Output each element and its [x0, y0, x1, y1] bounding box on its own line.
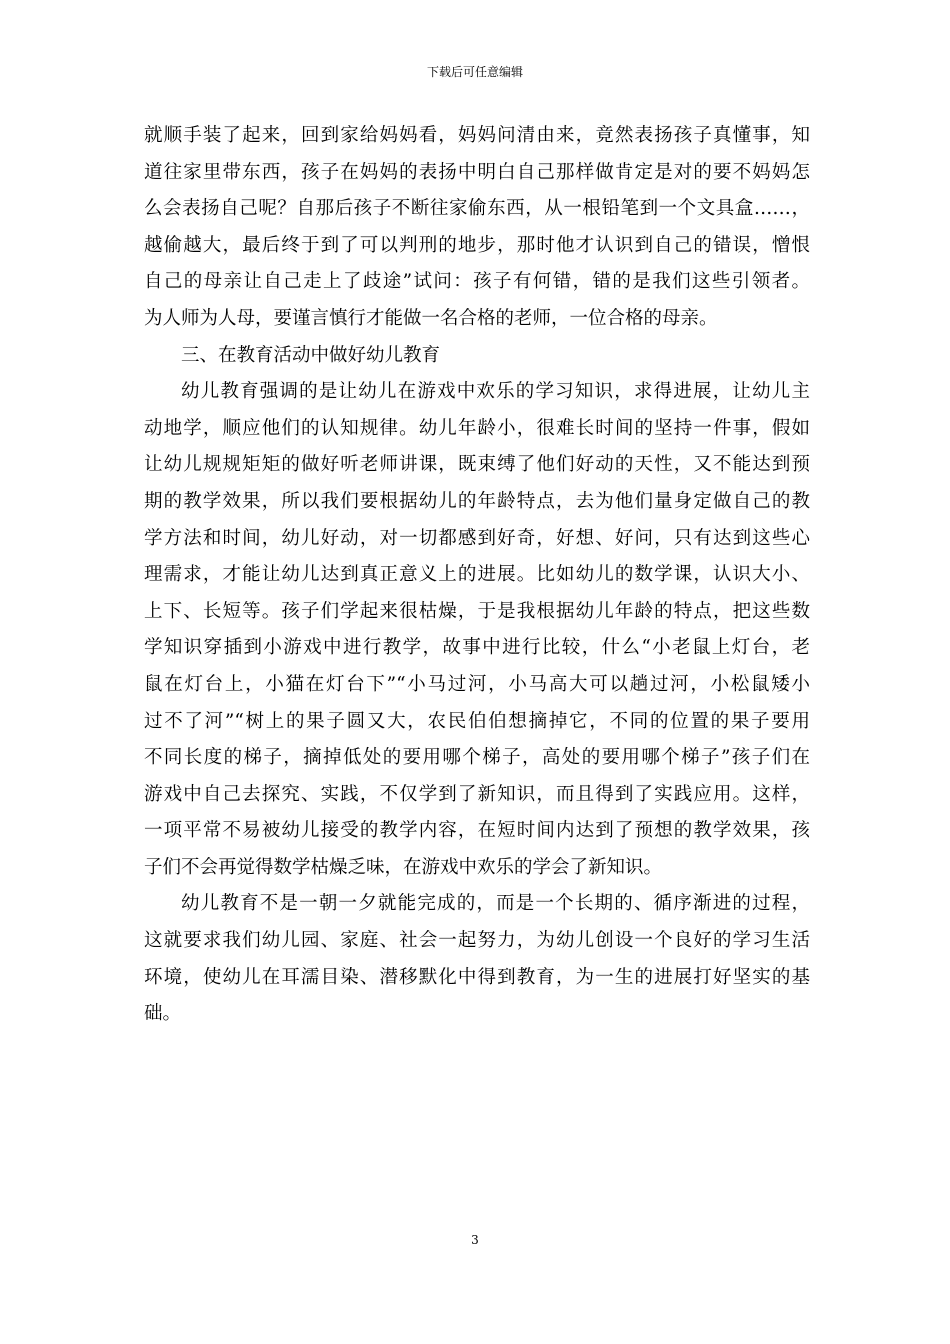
document-body	[144, 118, 810, 1033]
text-line: 三、在教育活动中做好幼儿教育	[181, 344, 441, 366]
text-line: 学方法和时间，幼儿好动，对一切都感到好奇，好想、好问，只有达到这些心	[144, 527, 810, 549]
text-line: 让幼儿规规矩矩的做好听老师讲课，既束缚了他们好动的天性，又不能达到预	[144, 454, 810, 476]
text-line: 理需求，才能让幼儿达到真正意义上的进展。比如幼儿的数学课，认识大小、	[144, 564, 810, 586]
text-line: 学知识穿插到小游戏中进行教学，故事中进行比较，什么“小老鼠上灯台，老	[144, 637, 810, 659]
text-line: 幼儿教育强调的是让幼儿在游戏中欢乐的学习知识，求得进展，让幼儿主	[181, 381, 810, 403]
text-line: 鼠在灯台上，小猫在灯台下”“小马过河，小马高大可以趟过河，小松鼠矮小	[144, 673, 810, 695]
text-line: 越偷越大，最后终于到了可以判刑的地步，那时他才认识到自己的错误，憎恨	[144, 234, 810, 256]
text-line: 为人师为人母，要谨言慎行才能做一名合格的老师，一位合格的母亲。	[144, 307, 718, 329]
text-line: 自己的母亲让自己走上了歧途”试问：孩子有何错，错的是我们这些引领者。	[144, 271, 810, 293]
text-line: 子们不会再觉得数学枯燥乏味，在游戏中欢乐的学会了新知识。	[144, 856, 663, 878]
text-line: 就顺手装了起来，回到家给妈妈看，妈妈问清由来，竟然表扬孩子真懂事，知	[144, 125, 810, 146]
text-line: 道往家里带东西，孩子在妈妈的表扬中明白自己那样做肯定是对的要不妈妈怎	[144, 161, 810, 183]
text-line: 么会表扬自己呢？自那后孩子不断往家偷东西，从一根铅笔到一个文具盒……，	[144, 198, 810, 220]
text-line: 过不了河”“树上的果子圆又大，农民伯伯想摘掉它，不同的位置的果子要用	[144, 710, 810, 732]
text-line: 一项平常不易被幼儿接受的教学内容，在短时间内达到了预想的教学效果，孩	[144, 820, 810, 842]
text-line: 这就要求我们幼儿园、家庭、社会一起努力，为幼儿创设一个良好的学习生活	[144, 930, 810, 952]
text-line: 上下、长短等。孩子们学起来很枯燥，于是我根据幼儿年龄的特点，把这些数	[144, 600, 810, 622]
text-line: 幼儿教育不是一朝一夕就能完成的，而是一个长期的、循序渐进的过程，	[181, 893, 810, 915]
page-header: 下载后可任意编辑	[426, 65, 523, 79]
text-line: 动地学，顺应他们的认知规律。幼儿年龄小，很难长时间的坚持一件事，假如	[144, 417, 810, 439]
text-line: 环境，使幼儿在耳濡目染、潜移默化中得到教育，为一生的进展打好坚实的基	[144, 966, 810, 988]
page-number: 3	[471, 1233, 479, 1247]
text-line: 游戏中自己去探究、实践，不仅学到了新知识，而且得到了实践应用。这样，	[144, 783, 810, 805]
text-line: 础。	[144, 1003, 182, 1025]
text-line: 期的教学效果，所以我们要根据幼儿的年龄特点，去为他们量身定做自己的教	[144, 490, 810, 512]
text-line: 不同长度的梯子，摘掉低处的要用哪个梯子，高处的要用哪个梯子”孩子们在	[144, 747, 810, 769]
